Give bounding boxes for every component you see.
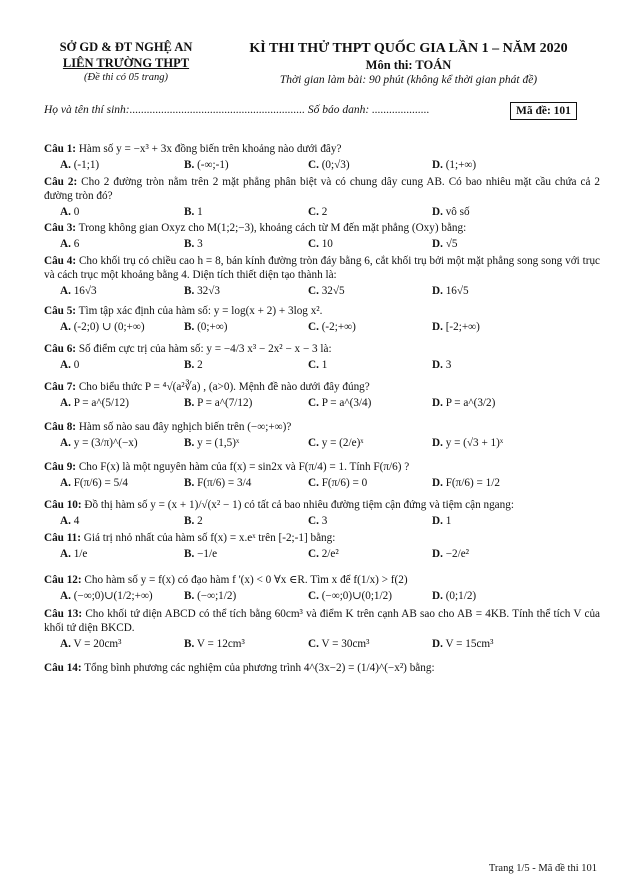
option-letter: B. [184, 206, 195, 218]
option-text: 4 [73, 515, 80, 527]
question-stem [44, 221, 600, 235]
answer-option [416, 637, 540, 651]
option-text: (-2;0) ∪ (0;+∞) [73, 321, 145, 333]
question-number: Câu 1: [44, 143, 77, 155]
question-text: Số điểm cực trị của hàm số: y = −4/3 x³ − 2x² − x − 3 là: [78, 343, 332, 355]
option-text: F(π/6) = 5/4 [73, 477, 128, 489]
option-text: 32√3 [197, 285, 220, 297]
question-item [44, 531, 600, 561]
option-text: 16√5 [445, 285, 469, 297]
answer-options [44, 514, 600, 528]
option-text: F(π/6) = 1/2 [445, 477, 500, 489]
answer-options [44, 358, 600, 372]
option-letter: C. [308, 397, 319, 409]
option-letter: C. [308, 477, 319, 489]
question-number: Câu 6: [44, 343, 77, 355]
option-letter: C. [308, 590, 319, 602]
answer-option [168, 320, 292, 334]
question-stem [44, 661, 600, 675]
answer-option [292, 637, 416, 651]
question-stem [44, 380, 600, 394]
option-letter: C. [308, 321, 319, 333]
option-letter: D. [432, 515, 443, 527]
answer-option [168, 158, 292, 172]
question-stem [44, 175, 600, 203]
answer-options [44, 547, 600, 561]
option-text: 3 [321, 515, 328, 527]
option-letter: A. [60, 590, 71, 602]
option-text: F(π/6) = 0 [321, 477, 368, 489]
question-number: Câu 2: [44, 176, 78, 188]
option-letter: D. [432, 437, 443, 449]
option-letter: D. [432, 238, 443, 250]
option-text: (1;+∞) [445, 159, 477, 171]
question-list [44, 142, 600, 675]
option-text: 3 [445, 359, 452, 371]
option-letter: A. [60, 397, 71, 409]
question-item [44, 460, 600, 490]
answer-option [416, 320, 540, 334]
answer-option [168, 205, 292, 219]
answer-option [416, 158, 540, 172]
answer-options [44, 436, 600, 450]
question-item [44, 142, 600, 172]
answer-option [292, 396, 416, 410]
answer-options [44, 589, 600, 603]
option-text: 32√5 [321, 285, 345, 297]
question-number: Câu 9: [44, 461, 77, 473]
question-text: Cho khối tứ diện ABCD có thể tích bằng 60cm³ và điểm K trên cạnh AB sao cho AB = 4KB. Tính thể tích V của khối tứ diện BKCD. [44, 608, 601, 634]
option-letter: B. [184, 321, 195, 333]
question-number: Câu 3: [44, 222, 77, 234]
answer-options [44, 320, 600, 334]
question-item [44, 573, 600, 603]
option-text: 10 [321, 238, 333, 250]
option-letter: B. [184, 638, 195, 650]
answer-option [292, 476, 416, 490]
option-text: V = 30cm³ [321, 638, 370, 650]
question-item [44, 607, 600, 651]
option-letter: A. [60, 638, 71, 650]
question-number: Câu 14: [44, 662, 82, 674]
option-letter: A. [60, 285, 71, 297]
option-letter: C. [308, 437, 319, 449]
answer-option [44, 237, 168, 251]
option-text: √5 [445, 238, 458, 250]
answer-option [168, 476, 292, 490]
question-text: Hàm số nào sau đây nghịch biến trên (−∞;+∞)? [78, 421, 292, 433]
option-text: 16√3 [73, 285, 97, 297]
header-right [216, 40, 601, 88]
answer-option [44, 284, 168, 298]
answer-option [292, 514, 416, 528]
option-text: 2 [197, 515, 203, 527]
option-text: vô số [445, 206, 470, 218]
answer-option [44, 514, 168, 528]
question-number: Câu 12: [44, 574, 82, 586]
question-stem [44, 304, 600, 318]
question-stem [44, 573, 600, 587]
page-footer: Trang 1/5 - Mã đề thi 101 [488, 863, 597, 874]
option-text: 1 [321, 359, 328, 371]
answer-option [416, 284, 540, 298]
question-item [44, 254, 600, 298]
answer-option [44, 436, 168, 450]
answer-option [416, 358, 540, 372]
answer-option [416, 514, 540, 528]
option-text: (0;1/2) [445, 590, 477, 602]
answer-option [44, 396, 168, 410]
option-text: (-2;+∞) [321, 321, 356, 333]
answer-option [292, 547, 416, 561]
option-letter: A. [60, 477, 71, 489]
option-text: −1/e [197, 548, 218, 560]
exam-title: KÌ THI THỬ THPT QUỐC GIA LẦN 1 – NĂM 2020 [249, 41, 568, 56]
option-text: V = 20cm³ [73, 638, 122, 650]
option-text: 6 [73, 238, 80, 250]
option-letter: A. [60, 321, 71, 333]
option-text: P = a^(3/2) [445, 397, 496, 409]
option-letter: D. [432, 206, 443, 218]
option-letter: C. [308, 238, 319, 250]
option-text: 0 [73, 206, 80, 218]
department-name: SỞ GD & ĐT NGHỆ AN [59, 40, 193, 54]
question-number: Câu 10: [44, 499, 82, 511]
option-letter: A. [60, 548, 71, 560]
question-text: Hàm số y = −x³ + 3x đồng biến trên khoảng nào dưới đây? [78, 143, 342, 155]
option-text: 2/e² [321, 548, 339, 560]
option-letter: D. [432, 285, 443, 297]
option-text: y = (2/e)ˣ [321, 437, 364, 449]
option-letter: B. [184, 515, 195, 527]
option-text: (-∞;-1) [197, 159, 229, 171]
option-letter: C. [308, 515, 319, 527]
exam-code-box: Mã đề: 101 [510, 102, 577, 120]
question-item [44, 342, 600, 372]
question-number: Câu 8: [44, 421, 77, 433]
option-text: F(π/6) = 3/4 [197, 477, 252, 489]
question-number: Câu 7: [44, 381, 77, 393]
option-letter: B. [184, 238, 195, 250]
option-letter: B. [184, 397, 195, 409]
option-letter: D. [432, 359, 443, 371]
answer-option [416, 237, 540, 251]
option-letter: D. [432, 397, 443, 409]
answer-options [44, 158, 600, 172]
question-stem [44, 607, 600, 635]
answer-option [44, 205, 168, 219]
answer-option [292, 358, 416, 372]
option-letter: B. [184, 359, 195, 371]
option-text: P = a^(7/12) [197, 397, 253, 409]
option-letter: C. [308, 159, 319, 171]
answer-options [44, 237, 600, 251]
question-text: Cho biểu thức P = ⁴√(a²∛a) , (a>0). Mệnh đề nào dưới đây đúng? [78, 381, 370, 393]
answer-option [44, 589, 168, 603]
pages-note: (Đề thi có 05 trang) [84, 72, 168, 84]
option-text: (−∞;0)∪(1/2;+∞) [73, 590, 153, 602]
answer-options [44, 205, 600, 219]
question-text: Tổng bình phương các nghiệm của phương trình 4^(3x−2) = (1/4)^(−x²) bằng: [84, 662, 435, 674]
question-number: Câu 13: [44, 608, 83, 620]
answer-option [292, 237, 416, 251]
answer-option [168, 284, 292, 298]
time-note: Thời gian làm bài: 90 phút (không kể thời gian phát đề) [279, 74, 538, 87]
option-text: V = 15cm³ [445, 638, 494, 650]
option-letter: B. [184, 548, 195, 560]
option-letter: B. [184, 437, 195, 449]
option-letter: C. [308, 285, 319, 297]
question-text: Cho hàm số y = f(x) có đạo hàm f '(x) < 0 ∀x ∈R. Tìm x để f(1/x) > f(2) [84, 574, 408, 586]
option-letter: D. [432, 548, 443, 560]
answer-option [168, 358, 292, 372]
answer-option [292, 284, 416, 298]
answer-option [292, 589, 416, 603]
answer-options [44, 284, 600, 298]
answer-option [168, 436, 292, 450]
option-text: 3 [197, 238, 203, 250]
school-name: LIÊN TRƯỜNG THPT [62, 55, 190, 70]
question-text: Trong không gian Oxyz cho M(1;2;−3), khoảng cách từ M đến mặt phẳng (Oxy) bằng: [78, 222, 467, 234]
option-letter: A. [60, 238, 71, 250]
question-text: Đồ thị hàm số y = (x + 1)/√(x² − 1) có tất cả bao nhiêu đường tiệm cận đứng và tiệm cận ngang: [84, 499, 514, 511]
question-item [44, 221, 600, 251]
question-item [44, 304, 600, 334]
question-stem [44, 420, 600, 434]
option-letter: A. [60, 515, 71, 527]
option-text: P = a^(5/12) [73, 397, 129, 409]
option-letter: A. [60, 206, 71, 218]
option-letter: D. [432, 638, 443, 650]
answer-option [168, 637, 292, 651]
subject: Môn thi: TOÁN [365, 57, 452, 72]
option-letter: A. [60, 437, 71, 449]
option-letter: A. [60, 359, 71, 371]
option-text: 0 [73, 359, 80, 371]
answer-option [168, 589, 292, 603]
option-text: 2 [197, 359, 203, 371]
answer-options [44, 476, 600, 490]
student-info-line: Họ và tên thí sinh:............................................................. Số báo danh: .................... [44, 104, 430, 116]
answer-options [44, 396, 600, 410]
header-left [36, 40, 216, 84]
option-letter: B. [184, 159, 195, 171]
answer-option [44, 547, 168, 561]
option-letter: B. [184, 285, 195, 297]
answer-option [416, 436, 540, 450]
option-text: 2 [321, 206, 328, 218]
answer-option [168, 237, 292, 251]
question-item [44, 420, 600, 450]
option-text: 1/e [73, 548, 88, 560]
question-number: Câu 5: [44, 305, 77, 317]
option-text: (0;+∞) [197, 321, 228, 333]
question-number: Câu 11: [44, 532, 81, 544]
answer-option [416, 589, 540, 603]
question-number: Câu 4: [44, 255, 77, 267]
option-text: P = a^(3/4) [321, 397, 372, 409]
question-text: Tìm tập xác định của hàm số: y = log(x + 2) + 3log x². [78, 305, 323, 317]
answer-option [168, 396, 292, 410]
answer-option [292, 320, 416, 334]
question-item [44, 498, 600, 528]
option-text: (0;√3) [321, 159, 350, 171]
question-text: Cho F(x) là một nguyên hàm của f(x) = sin2x và F(π/4) = 1. Tính F(π/6) ? [78, 461, 410, 473]
question-item [44, 380, 600, 410]
answer-option [44, 320, 168, 334]
question-stem [44, 460, 600, 474]
option-letter: C. [308, 206, 319, 218]
answer-option [44, 158, 168, 172]
answer-option [292, 158, 416, 172]
answer-option [44, 476, 168, 490]
answer-options [44, 637, 600, 651]
question-item [44, 175, 600, 219]
option-text: 1 [197, 206, 203, 218]
option-letter: C. [308, 548, 319, 560]
option-text: (−∞;0)∪(0;1/2) [321, 590, 392, 602]
option-text: 1 [445, 515, 452, 527]
question-stem [44, 531, 600, 545]
question-text: Cho 2 đường tròn nằm trên 2 mặt phẳng phân biệt và có chung dây cung AB. Có bao nhiêu mặt cầu chứa cả 2 đường tròn đó? [44, 176, 600, 202]
question-stem [44, 498, 600, 512]
answer-option [168, 547, 292, 561]
option-text: y = (√3 + 1)ˣ [445, 437, 504, 449]
option-letter: A. [60, 159, 71, 171]
option-letter: D. [432, 590, 443, 602]
answer-option [292, 436, 416, 450]
answer-option [44, 358, 168, 372]
question-stem [44, 142, 600, 156]
option-text: (−∞;1/2) [197, 590, 237, 602]
option-letter: D. [432, 321, 443, 333]
option-text: V = 12cm³ [196, 638, 245, 650]
option-letter: B. [184, 590, 195, 602]
option-text: y = (3/π)^(−x) [73, 437, 138, 449]
question-stem [44, 342, 600, 356]
answer-option [168, 514, 292, 528]
question-item [44, 661, 600, 675]
option-letter: C. [308, 359, 319, 371]
option-text: −2/e² [445, 548, 470, 560]
answer-option [292, 205, 416, 219]
answer-option [416, 476, 540, 490]
option-text: y = (1,5)ˣ [197, 437, 240, 449]
answer-option [416, 205, 540, 219]
option-letter: C. [308, 638, 319, 650]
answer-option [44, 637, 168, 651]
option-text: (-1;1) [73, 159, 100, 171]
question-text: Cho khối trụ có chiều cao h = 8, bán kính đường tròn đáy bằng 6, cắt khối trụ bởi một mặt phẳng song song với trục và cách trục một khoảng bằng 4. Diện tích thiết diện tạo thành là: [44, 255, 601, 281]
option-letter: B. [184, 477, 195, 489]
option-letter: D. [432, 477, 443, 489]
option-letter: D. [432, 159, 443, 171]
question-text: Giá trị nhỏ nhất của hàm số f(x) = x.eˣ trên [-2;-1] bằng: [83, 532, 336, 544]
answer-option [416, 547, 540, 561]
answer-option [416, 396, 540, 410]
question-stem [44, 254, 600, 282]
option-text: [-2;+∞) [445, 321, 480, 333]
